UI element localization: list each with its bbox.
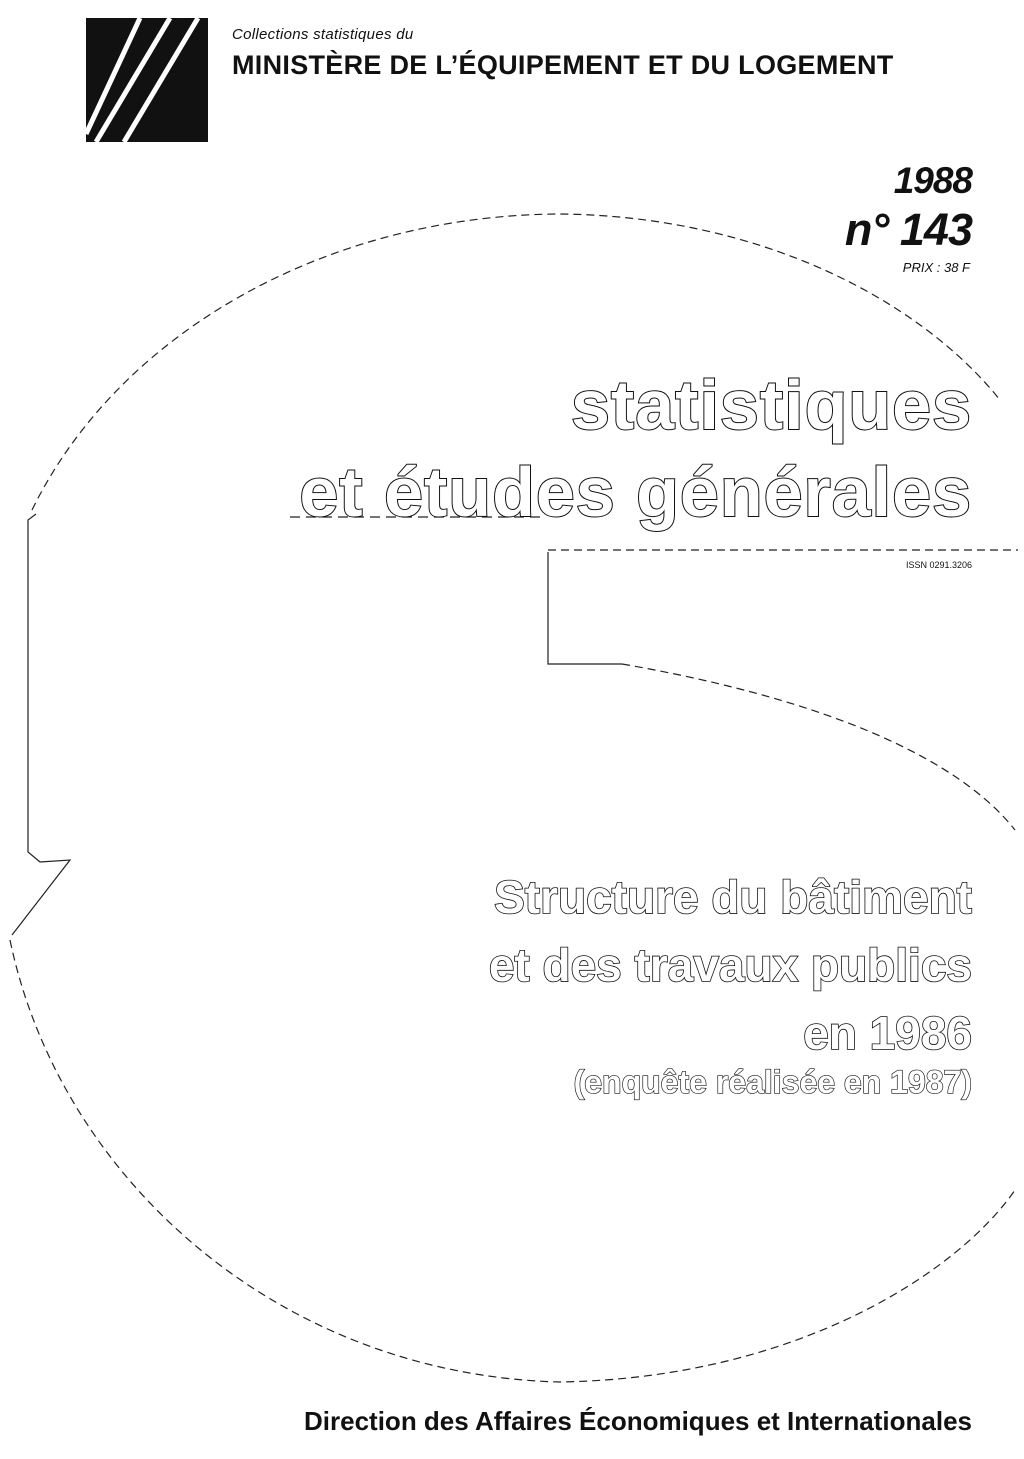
issue-price: PRIX : 38 F	[902, 260, 970, 275]
issue-year: 1988	[893, 160, 972, 201]
issn-number: ISSN 0291.3206	[905, 560, 972, 570]
report-title-line-2: et des travaux publics	[488, 939, 972, 991]
collection-label: Collections statistiques du	[232, 26, 414, 43]
logo-icon	[86, 18, 208, 142]
series-title-line-2: et études générales	[299, 453, 972, 531]
frame-bracket	[548, 552, 622, 664]
ministry-logo	[86, 18, 208, 142]
frame-lower-arc	[622, 664, 1015, 830]
left-frame	[12, 514, 70, 935]
issue-number: n° 143	[844, 204, 972, 255]
ministry-name: MINISTÈRE DE L’ÉQUIPEMENT ET DU LOGEMENT	[232, 50, 894, 80]
series-title-line-1: statistiques	[571, 366, 972, 444]
report-subtitle: (enquête réalisée en 1987)	[573, 1064, 972, 1100]
report-title-line-3: en 1986	[803, 1007, 972, 1059]
report-title-line-1: Structure du bâtiment	[494, 871, 972, 923]
publisher-direction: Direction des Affaires Économiques et Internationales	[304, 1406, 972, 1436]
